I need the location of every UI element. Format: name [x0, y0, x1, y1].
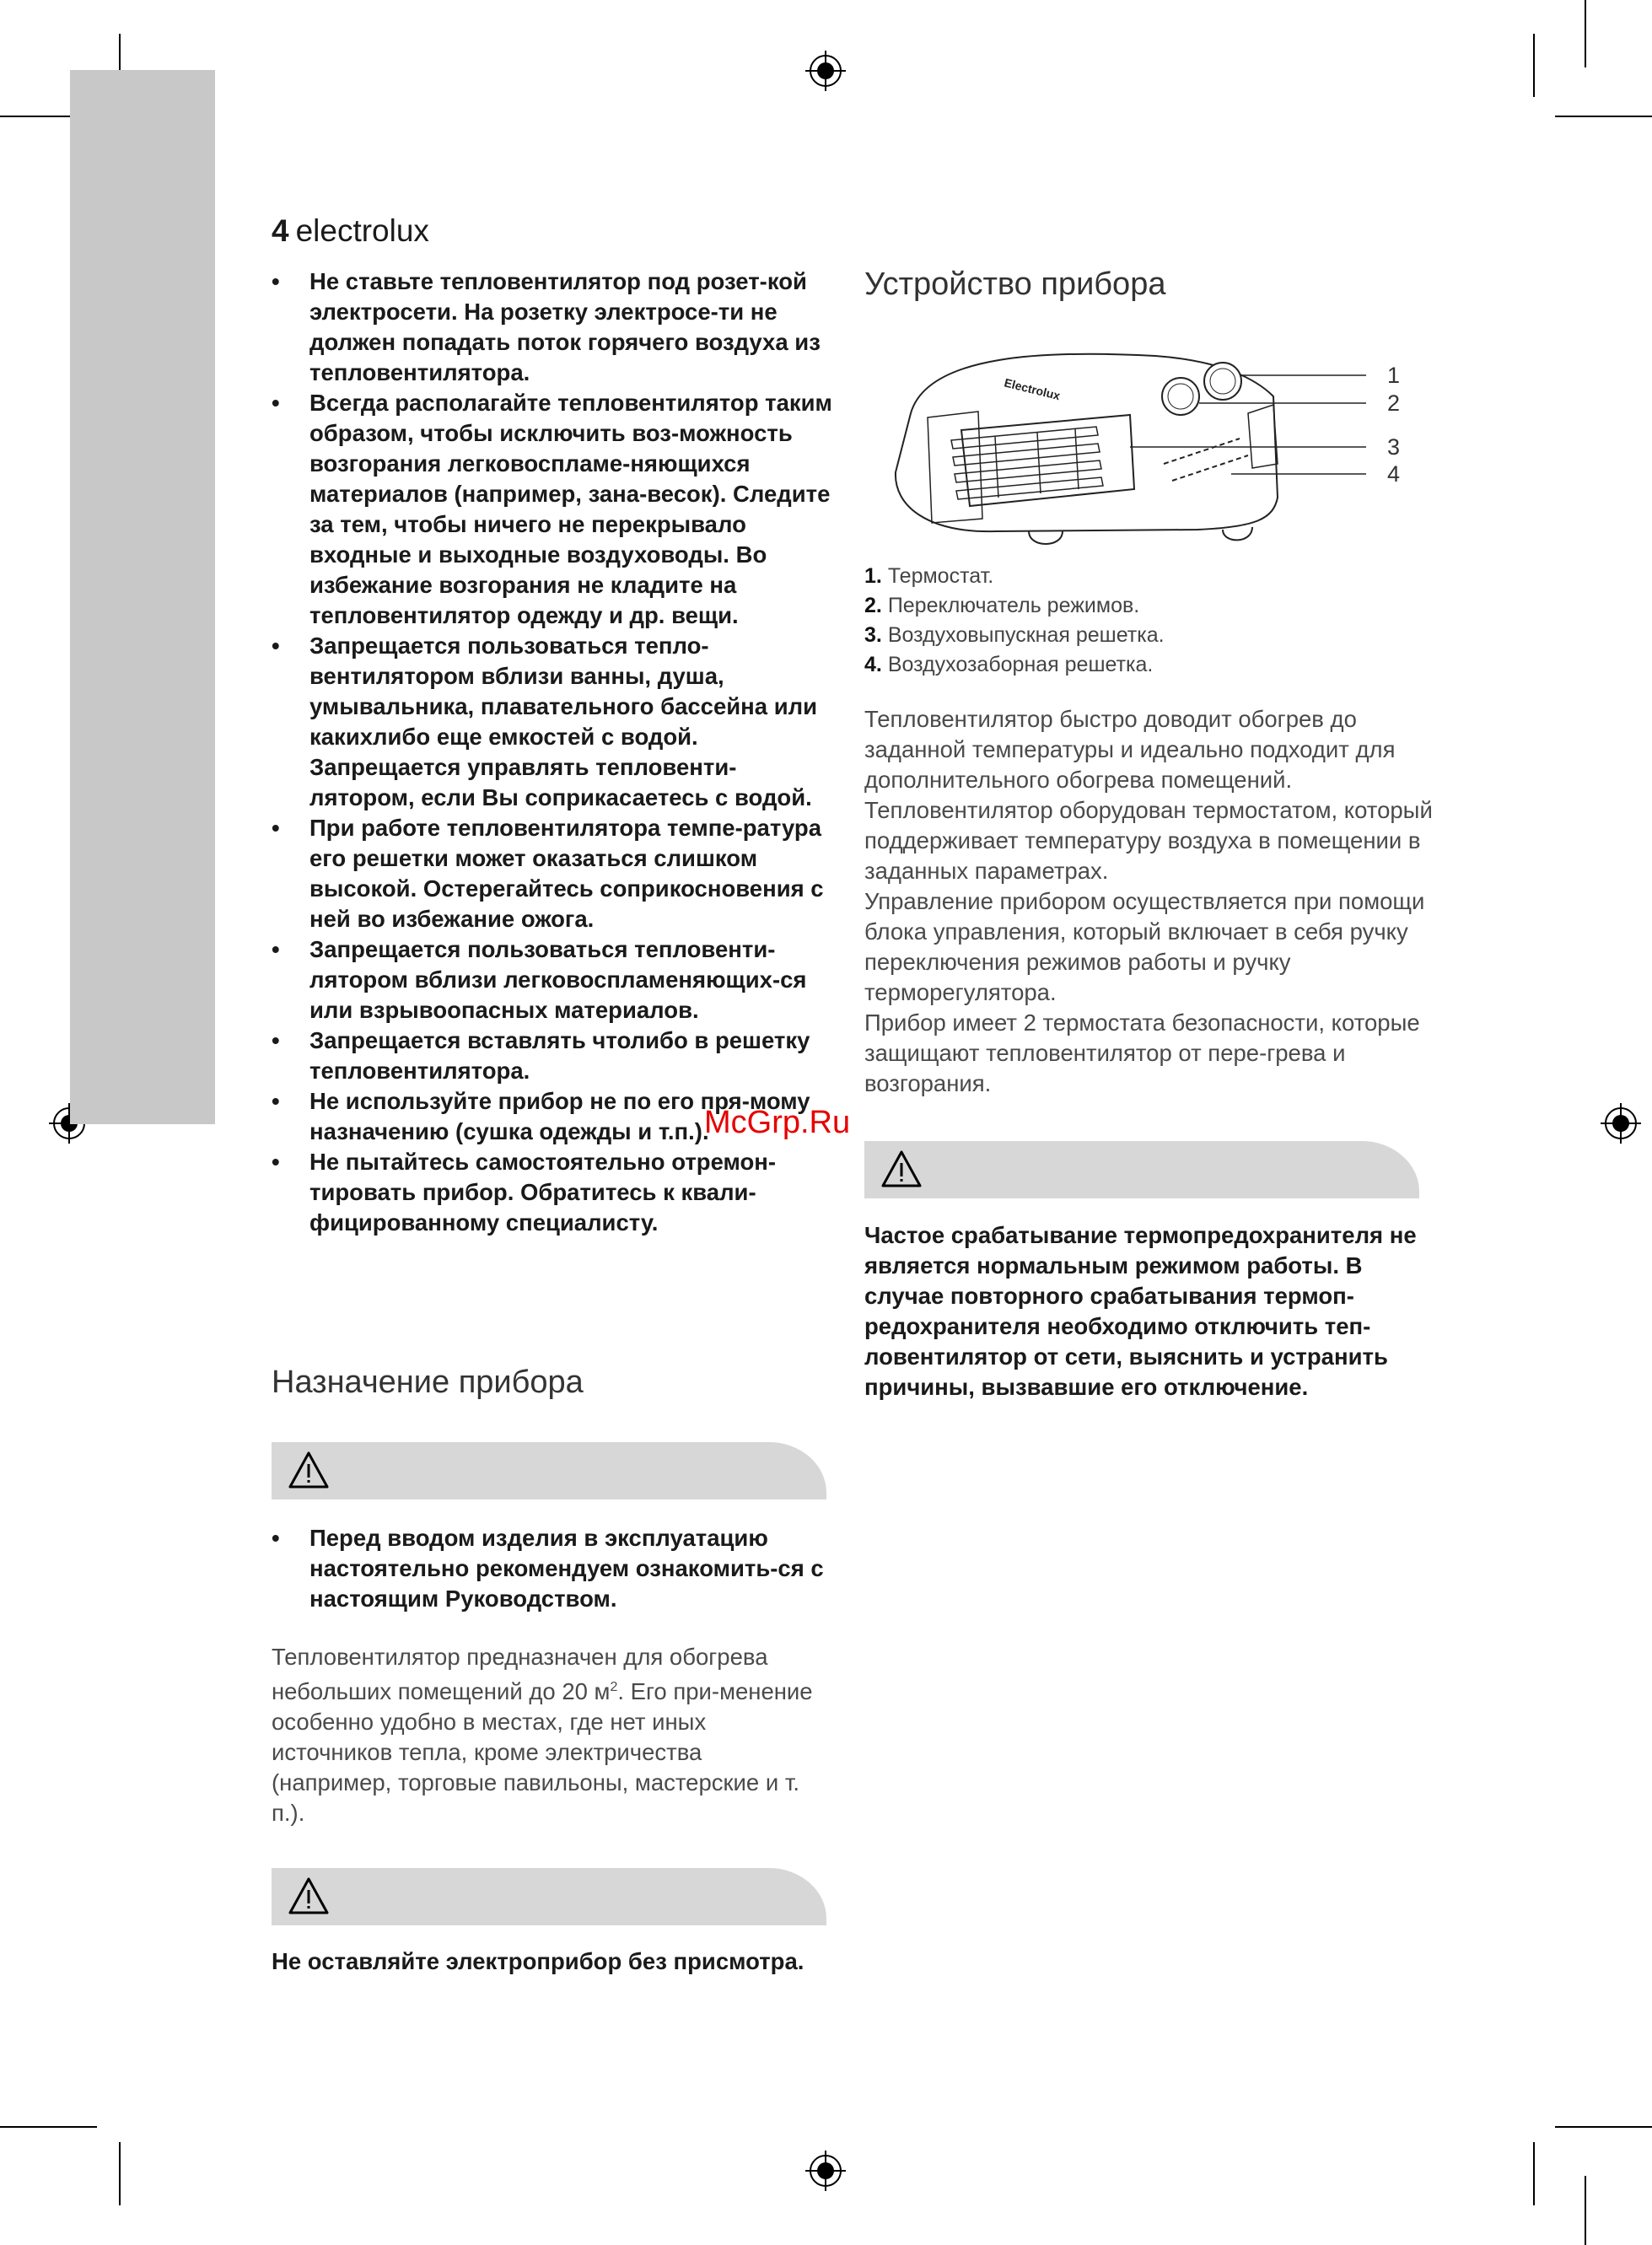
page-header [272, 209, 429, 253]
crop-mark [0, 2126, 97, 2128]
registration-mark [1601, 1103, 1641, 1144]
paragraph: Тепловентилятор быстро доводит обогрев до заданной температуры и идеально подходит для дополнительного обогрева помещений. Тепловентилятор оборудован термостатом, который поддерживает температуру воздуха в помещении в заданных параметрах. [864, 706, 1433, 884]
list-item: 2. Переключатель режимов. [864, 594, 1140, 617]
section-heading-purpose: Назначение прибора [272, 1365, 584, 1400]
warning-icon [288, 1876, 329, 1915]
purpose-warning-list [272, 1523, 832, 1614]
thermal-fuse-warning: Частое срабатывание термопредохранителя не является нормальным режимом работы. В случае повторного срабатывания термоп-редохранителя необходимо отключить теп-ловентилятор от сети, выяснить и устранить причины, вызвавшие его отключение. [864, 1222, 1417, 1400]
crop-mark [1585, 2176, 1586, 2245]
safety-bullet-list [272, 266, 832, 1238]
purpose-paragraph: Тепловентилятор предназначен для обогрева небольших помещений до 20 $м^2$. Его при-менение особенно удобно в местах, где нет иных источников тепла, кроме электричества (например, торговые павильоны, мастерские и т. п.). [272, 1644, 813, 1827]
registration-mark [805, 51, 846, 91]
superscript: 2 [610, 1680, 618, 1694]
device-description [864, 704, 1438, 1099]
list-item: • Всегда располагайте тепловентилятор таким образом, чтобы исключить воз-можность возгорания легковоспламе-няющихся материалов (например, зана-весок). Следите за тем, чтобы ничего не перекрывало входные и выходные воздуховоды. Во избежание возгорания не кладите на тепловентилятор одежду и др. вещи. [272, 388, 832, 631]
crop-mark [1555, 116, 1652, 117]
paragraph: Прибор имеет 2 термостата безопасности, которые защищают тепловентилятор от пере-грева и возгорания. [864, 1009, 1420, 1096]
section-heading-device: Устройство прибора [864, 266, 1166, 302]
warning-icon [881, 1149, 922, 1188]
warning-bar [272, 1868, 826, 1925]
crop-mark [1585, 0, 1586, 67]
crop-mark [1533, 34, 1535, 97]
callout-1: 1 [1387, 363, 1401, 388]
list-item: 1. Термостат. [864, 564, 994, 588]
side-tab [70, 70, 215, 1124]
crop-mark [1533, 2142, 1535, 2205]
crop-mark [119, 2142, 121, 2205]
page-number: 4 [272, 213, 289, 248]
diagram-logo: Electrolux [1003, 375, 1062, 403]
watermark: McGrp.Ru [704, 1105, 851, 1140]
heater-diagram [877, 337, 1417, 548]
paragraph: Управление прибором осуществляется при помощи блока управления, который включает в себя ручку переключения режимов работы и ручку терморегулятора. [864, 888, 1425, 1005]
warning-icon [288, 1451, 329, 1489]
list-item: 3. Воздуховыпускная решетка. [864, 623, 1165, 647]
unattended-warning: Не оставляйте электроприбор без присмотра. [272, 1948, 804, 1974]
list-item: 4. Воздухозаборная решетка. [864, 653, 1154, 676]
callout-2: 2 [1387, 390, 1401, 416]
list-item: • Не используйте прибор не по его пря-мому назначению (сушка одежды и т.п.). [272, 1086, 832, 1147]
list-item: • Запрещается пользоваться тепловенти-лятором вблизи легковоспламеняющих-ся или взрывоопасных материалов. [272, 934, 832, 1026]
warning-bar [272, 1442, 826, 1499]
list-item: • Не пытайтесь самостоятельно отремон-тировать прибор. Обратитесь к квали-фицированному специалисту. [272, 1147, 832, 1238]
callout-3: 3 [1387, 434, 1401, 460]
warning-bar [864, 1141, 1419, 1198]
crop-mark [1555, 2126, 1652, 2128]
callout-4: 4 [1387, 461, 1401, 487]
list-item: • При работе тепловентилятора темпе-ратура его решетки может оказаться слишком высокой. Остерегайтесь соприкосновения с ней во избежание ожога. [272, 813, 832, 934]
parts-list [864, 562, 1404, 680]
list-item: • Перед вводом изделия в эксплуатацию настоятельно рекомендуем ознакомить-ся с настоящим Руководством. [272, 1523, 832, 1614]
list-item: • Не ставьте тепловентилятор под розет-кой электросети. На розетку электросе-ти не должен попадать поток горячего воздуха из тепловентилятора. [272, 266, 832, 388]
list-item: • Запрещается пользоваться тепло-вентилятором вблизи ванны, душа, умывальника, плавательного бассейна или какихлибо еще емкостей с водой. Запрещается управлять тепловенти-лятором, если Вы соприкасаетесь с водой. [272, 631, 832, 813]
registration-mark [805, 2151, 846, 2191]
brand-name: electrolux [295, 213, 429, 248]
list-item: • Запрещается вставлять чтолибо в решетку тепловентилятора. [272, 1026, 832, 1086]
